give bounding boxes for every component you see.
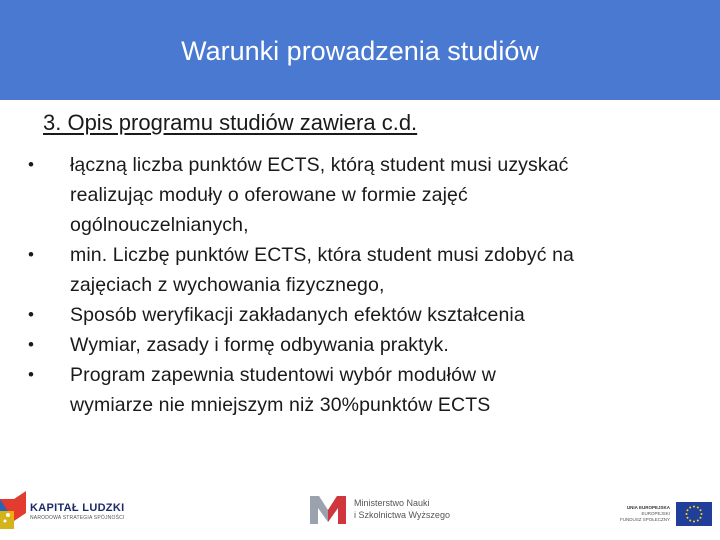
footer-logos: [0, 488, 720, 540]
eu-line-1: UNIA EUROPEJSKA: [626, 505, 671, 510]
bullet-line: ogólnouczelnianych,: [70, 214, 249, 236]
ministry-emblem-icon: [310, 494, 346, 524]
slide-subheading: 3. Opis programu studiów zawiera c.d.: [43, 110, 418, 135]
bullet-line: łączną liczba punktów ECTS, którą student musi uzyskać: [70, 154, 569, 176]
bullet-line: zajęciach z wychowania fizycznego,: [70, 274, 385, 296]
title-bar: [0, 0, 720, 100]
eu-logo: [620, 502, 712, 526]
bullet-dot-icon: •: [28, 245, 35, 264]
bullet-item: [22, 240, 702, 300]
kapital-ludzki-subtitle: NARODOWA STRATEGIA SPÓJNOŚCI: [30, 514, 125, 521]
bullet-line: min. Liczbę punktów ECTS, która student musi zdobyć na: [70, 244, 574, 266]
ministry-logo: [310, 494, 450, 524]
bullet-line: Sposób weryfikacji zakładanych efektów kształcenia: [70, 304, 525, 326]
bullet-list: [22, 150, 702, 420]
bullet-dot-icon: •: [28, 335, 35, 354]
bullet-dot-icon: •: [28, 365, 35, 384]
bullet-item: [22, 150, 702, 240]
bullet-line: realizując moduły o oferowane w formie zajęć: [70, 184, 468, 206]
bullet-line: Wymiar, zasady i formę odbywania praktyk.: [70, 334, 449, 356]
kapital-ludzki-emblem-icon: [0, 491, 26, 531]
bullet-item: [22, 360, 702, 420]
eu-line-3: FUNDUSZ SPOŁECZNY: [620, 517, 671, 522]
eu-line-2: EUROPEJSKI: [641, 511, 671, 516]
slide-title: Warunki prowadzenia studiów: [181, 35, 539, 66]
eu-flag-icon: [676, 502, 712, 526]
bullet-dot-icon: •: [28, 155, 35, 174]
kapital-ludzki-title: KAPITAŁ LUDZKI: [30, 501, 125, 514]
ministry-line-1: Ministerstwo Nauki: [354, 498, 430, 508]
bullet-item: [22, 330, 702, 360]
bullet-item: [22, 300, 702, 330]
ministry-line-2: i Szkolnictwa Wyższego: [354, 510, 450, 520]
bullet-dot-icon: •: [28, 305, 35, 324]
bullet-line: Program zapewnia studentowi wybór modułów w: [70, 364, 496, 386]
bullet-line: wymiarze nie mniejszym niż 30%punktów ECTS: [70, 394, 491, 416]
kapital-ludzki-logo: [0, 491, 125, 531]
